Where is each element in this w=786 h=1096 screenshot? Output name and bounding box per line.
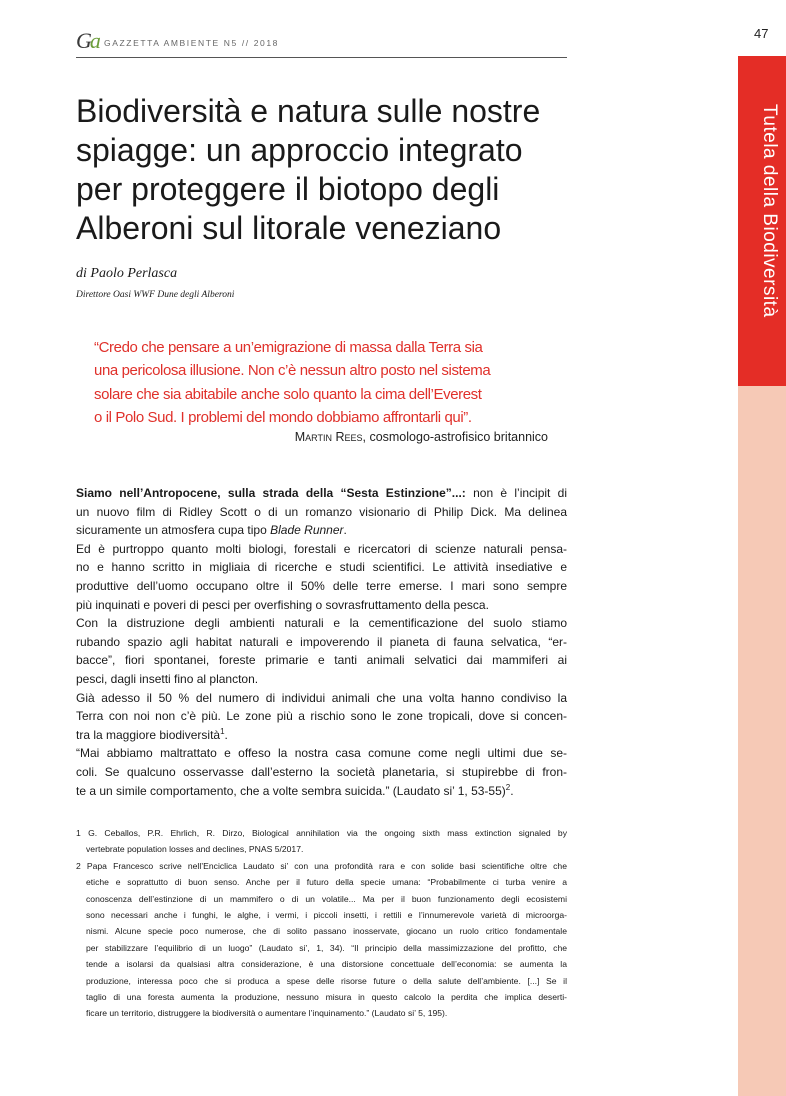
footnote-line: produzione, interessa poco che si produca a spese delle risorse future o della salute dell’ambiente. [...] Se il [86,975,567,986]
footnote-line: etiche e soprattutto di buon senso. Anche per il futuro della specie umana: “Probabilmente ci turba venire a [86,877,567,888]
header-divider [76,57,567,58]
footnotes [76,825,567,1022]
author-affiliation: Direttore Oasi WWF Dune degli Alberoni [76,290,235,300]
footnote-1: 1 G. Ceballos, P.R. Ehrlich, R. Dirzo, Biological annihilation via the ongoing sixth mass extinction signaled by [76,828,567,838]
body-text-run: tra la maggiore biodiversità [76,727,221,742]
footnote-line: sono necessari anche i funghi, le alghe, i vermi, i piccoli insetti, i rettili e l’innumerevole varietà di microorga- [86,910,567,921]
body-line: Con la distruzione degli ambienti naturali e la cementificazione del suolo stiamo [76,616,567,631]
body-line [76,484,567,503]
quote-line: “Credo che pensare a un’emigrazione di massa dalla Terra sia [94,339,483,356]
footnote-line: nismi. Alcune specie poco numerose, che di solito passano inosservate, giocano un ruolo critico fondamentale [86,926,567,937]
quote-attribution [295,430,548,444]
section-side-band [738,56,786,1096]
body-line: Già adesso il 50 % del numero di individui animali che una volta hanno condiviso la [76,690,567,705]
section-tab [738,56,786,386]
quote-line: o il Polo Sud. I problemi del mondo dobbiamo affrontarli qui”. [94,408,472,426]
magazine-logo [76,28,99,54]
quote-line: solare che sia abitabile anche solo quanto la cima dell’Everest [94,385,482,403]
film-title: Blade Runner [270,523,344,538]
logo-letter-g: G [76,28,90,53]
footnote-line: ficare un territorio, distruggere la biodiversità o aumentare l’inquinamento.” (Laudato si’ 5, 195). [86,1008,448,1019]
body-line: Terra con noi non c’è più. Le zone più a rischio sono le zone tropicali, dove si concen- [76,709,567,724]
article-body [76,484,567,800]
body-line: coli. Se qualcuno osservasse dall’esterno la società planetaria, si stupirebbe di fron- [76,764,567,779]
body-line: un nuovo film di Ridley Scott o di un romanzo visionario di Philip Dick. Ma delinea [76,504,567,519]
footnote-2: 2 Papa Francesco scrive nell’Enciclica Laudato si’ con una profondità rara e con solide basi scientifiche oltre che [76,860,567,871]
quote-line: una pericolosa illusione. Non c’è nessun altro posto nel sistema [94,362,491,380]
footnote-line: vertebrate population losses and declines, PNAS 5/2017. [86,844,304,855]
body-line: rubando spazio agli habitat naturali e impoverendo il pianeta di fauna selvatica, “er- [76,634,567,649]
pull-quote [94,336,552,429]
body-line: produttive dell’uomo occupano oltre il 50% delle terre emerse. I mari sono sempre [76,578,567,593]
body-text-run: sicuramente un atmosfera cupa tipo [76,523,267,538]
footnote-ref[interactable]: 2 [505,782,511,792]
body-text-run: . [343,523,347,538]
body-line [76,782,567,801]
body-line: pesci, dagli insetti fino al plancton. [76,671,259,686]
body-text-run: . [510,783,514,798]
quote-author-role: , cosmologo-astrofisico britannico [362,430,548,444]
body-line: no e hanno scritto in migliaia di ricerche e studi scientifici. Le attività insediative e [76,560,567,575]
body-line [76,726,567,745]
body-line: Ed è purtroppo quanto molti biologi, forestali e ricercatori di scienze naturali pensa- [76,541,567,556]
article-author: di Paolo Perlasca [76,266,178,281]
body-text-run: . [224,727,228,742]
footnote-line: conoscenza dell’estinzione di un mammifero o di un volatile... Ma per il buon funzionamento degli ecosistemi [86,893,567,904]
article-title: Biodiversità e natura sulle nostre spiagge: un approccio integrato per proteggere il biotopo degli Alberoni sul litorale veneziano [76,93,541,246]
body-line: bacce”, fiori spontanei, foreste primarie e tanti animali selvatici dai mammiferi ai [76,653,567,668]
quote-author: Martin Rees [294,430,363,444]
page-number: 47 [754,26,769,41]
section-label: Tutela della Biodiversità [759,104,780,318]
footnote-line: taglio di una foresta aumenta la produzione, nessuno misura in questo calcolo la perdita che implica deserti- [86,992,567,1003]
body-line: più inquinati e poveri di pesci per overfishing o sovrasfruttamento della pesca. [76,597,489,612]
body-line [76,521,567,540]
body-text-run: te a un simile comportamento, che a volte sembra suicida.” (Laudato si’ 1, 53-55) [76,783,506,798]
footnote-ref[interactable]: 1 [220,726,225,736]
footnote-line: tende a isolarsi da qualsiasi altra considerazione, è una distorsione concettuale dell’economia: se aumenta la [86,959,567,970]
running-head: GAZZETTA AMBIENTE N5 // 2018 [104,38,280,48]
footnote-line: per stabilizzare l’equilibrio di un luogo” (Laudato si’, 1, 34). “Il principio della massimizzazione del profitto, che [86,942,567,953]
logo-letter-a: a [89,28,99,53]
body-text-run: non è l’incipit di [473,486,567,500]
lead-in: Siamo nell’Antropocene, sulla strada della “Sesta Estinzione”...: [76,486,466,500]
body-line: “Mai abbiamo maltrattato e offeso la nostra casa comune come negli ultimi due se- [76,746,567,761]
